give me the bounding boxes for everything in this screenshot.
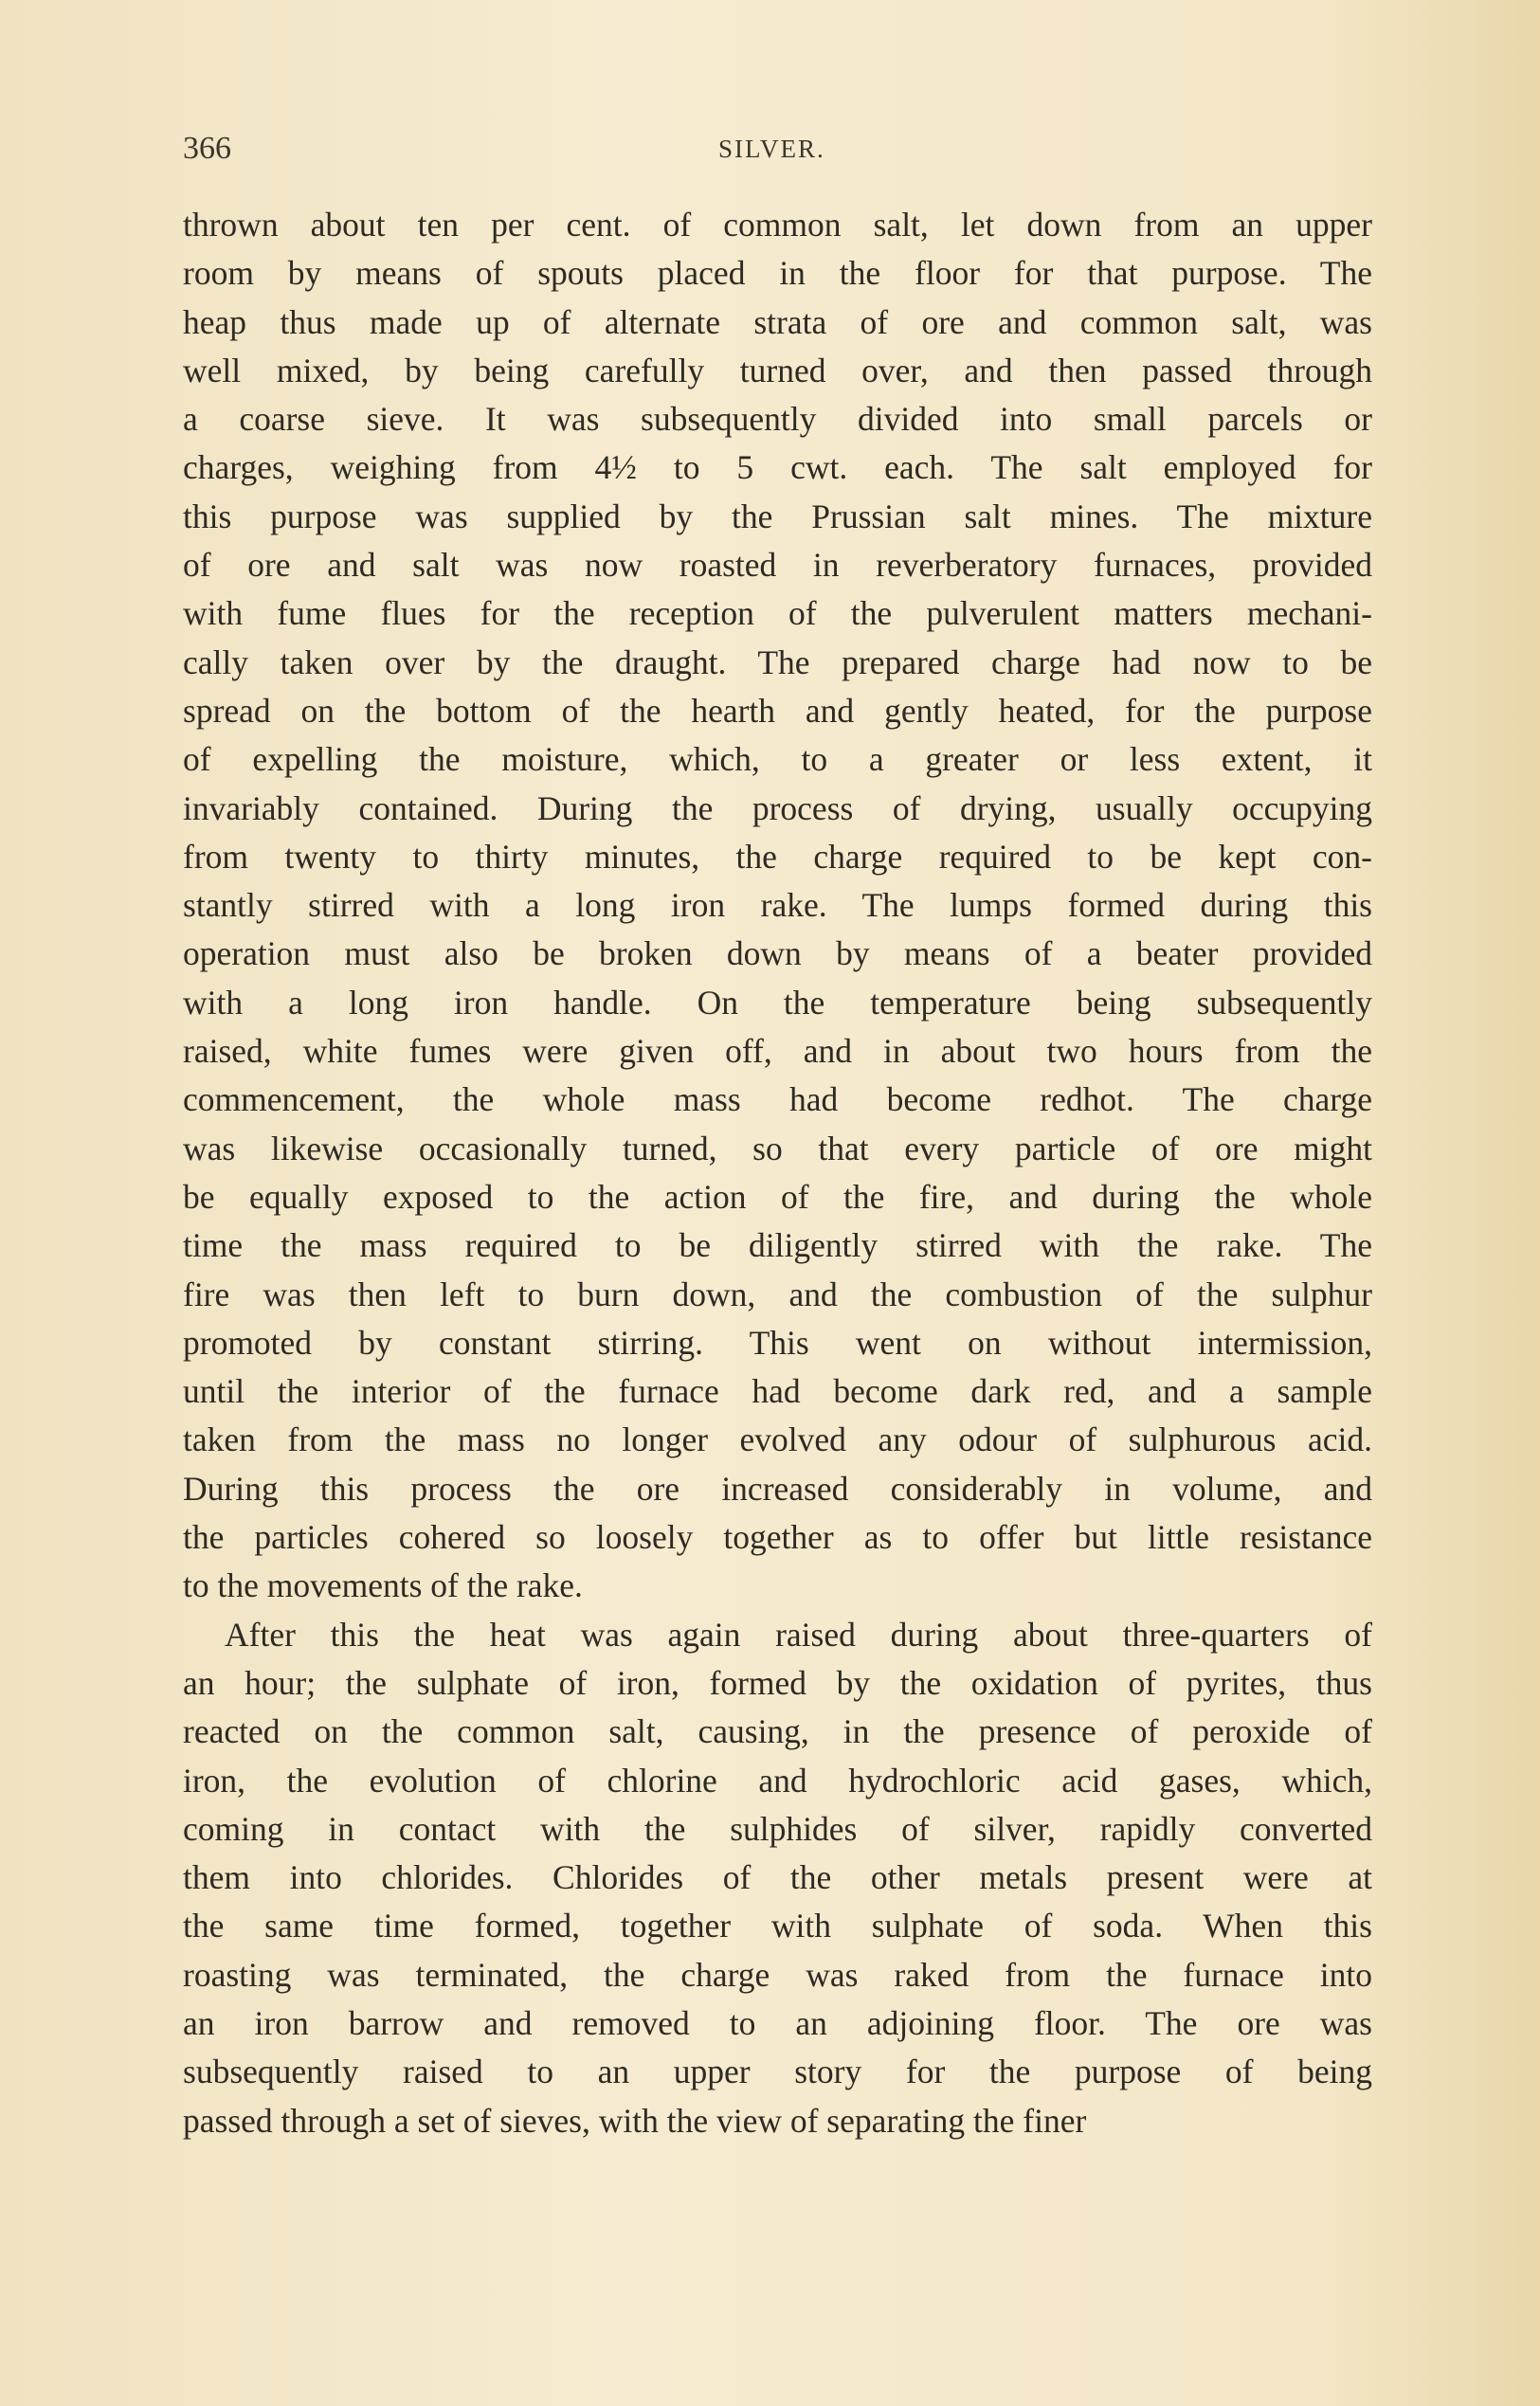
- text-line: a coarse sieve. It was subsequently divided into small parcels or: [183, 400, 1372, 439]
- text-line: invariably contained. During the process of drying, usually occupying: [183, 788, 1372, 827]
- text-line: room by means of spouts placed in the floor for that purpose. The: [183, 254, 1372, 293]
- text-line: During this process the ore increased considerably in volume, and: [183, 1469, 1372, 1508]
- paragraph: [183, 1611, 1372, 2145]
- text-line: spread on the bottom of the hearth and gently heated, for the purpose: [183, 691, 1372, 730]
- text-line: heap thus made up of alternate strata of ore and common salt, was: [183, 302, 1372, 341]
- text-line: passed through a set of sieves, with the view of separating the finer: [183, 2101, 1087, 2140]
- text-line: time the mass required to be diligently stirred with the rake. The: [183, 1226, 1372, 1265]
- text-line: commencement, the whole mass had become redhot. The charge: [183, 1080, 1372, 1119]
- text-line: to the movements of the rake.: [183, 1566, 583, 1605]
- text-line: this purpose was supplied by the Prussian salt mines. The mixture: [183, 497, 1372, 535]
- paragraph: [183, 201, 1372, 1611]
- text-line: raised, white fumes were given off, and in about two hours from the: [183, 1032, 1372, 1071]
- text-line: After this the heat was again raised during about three-quarters of: [225, 1615, 1372, 1654]
- text-line: subsequently raised to an upper story for the purpose of being: [183, 2053, 1372, 2091]
- text-line: operation must also be broken down by means of a beater provided: [183, 934, 1372, 973]
- text-line: promoted by constant stirring. This went on without intermission,: [183, 1323, 1372, 1362]
- text-line: them into chlorides. Chlorides of the other metals present were at: [183, 1858, 1372, 1897]
- text-line: thrown about ten per cent. of common salt, let down from an upper: [183, 206, 1372, 244]
- text-line: taken from the mass no longer evolved any odour of sulphurous acid.: [183, 1420, 1372, 1459]
- text-line: well mixed, by being carefully turned over, and then passed through: [183, 351, 1372, 389]
- text-line: an hour; the sulphate of iron, formed by the oxidation of pyrites, thus: [183, 1663, 1372, 1702]
- body-text: [183, 201, 1372, 2145]
- text-line: charges, weighing from 4½ to 5 cwt. each. The salt employed for: [183, 448, 1372, 487]
- text-line: be equally exposed to the action of the fire, and during the whole: [183, 1177, 1372, 1216]
- text-line: the same time formed, together with sulphate of soda. When this: [183, 1907, 1372, 1945]
- text-line: cally taken over by the draught. The prepared charge had now to be: [183, 642, 1372, 681]
- text-line: from twenty to thirty minutes, the charge required to be kept con-: [183, 837, 1372, 876]
- page-number: 366: [183, 131, 231, 166]
- text-line: of ore and salt was now roasted in reverberatory furnaces, provided: [183, 546, 1372, 585]
- text-line: coming in contact with the sulphides of silver, rapidly converted: [183, 1809, 1372, 1848]
- text-line: with fume flues for the reception of the pulverulent matters mechani-: [183, 594, 1372, 633]
- text-line: roasting was terminated, the charge was raked from the furnace into: [183, 1955, 1372, 1994]
- text-line: an iron barrow and removed to an adjoining floor. The ore was: [183, 2003, 1372, 2042]
- text-line: stantly stirred with a long iron rake. The lumps formed during this: [183, 886, 1372, 925]
- text-line: was likewise occasionally turned, so that every particle of ore might: [183, 1129, 1372, 1167]
- text-line: iron, the evolution of chlorine and hydrochloric acid gases, which,: [183, 1761, 1372, 1800]
- text-line: with a long iron handle. On the temperature being subsequently: [183, 983, 1372, 1022]
- text-line: the particles cohered so loosely together as to offer but little resistance: [183, 1518, 1372, 1557]
- running-head: SILVER.: [718, 135, 825, 163]
- text-line: fire was then left to burn down, and the combustion of the sulphur: [183, 1275, 1372, 1313]
- text-line: until the interior of the furnace had become dark red, and a sample: [183, 1372, 1372, 1411]
- text-line: reacted on the common salt, causing, in the presence of peroxide of: [183, 1712, 1372, 1751]
- page-header: [183, 131, 1372, 178]
- text-line: of expelling the moisture, which, to a greater or less extent, it: [183, 740, 1372, 779]
